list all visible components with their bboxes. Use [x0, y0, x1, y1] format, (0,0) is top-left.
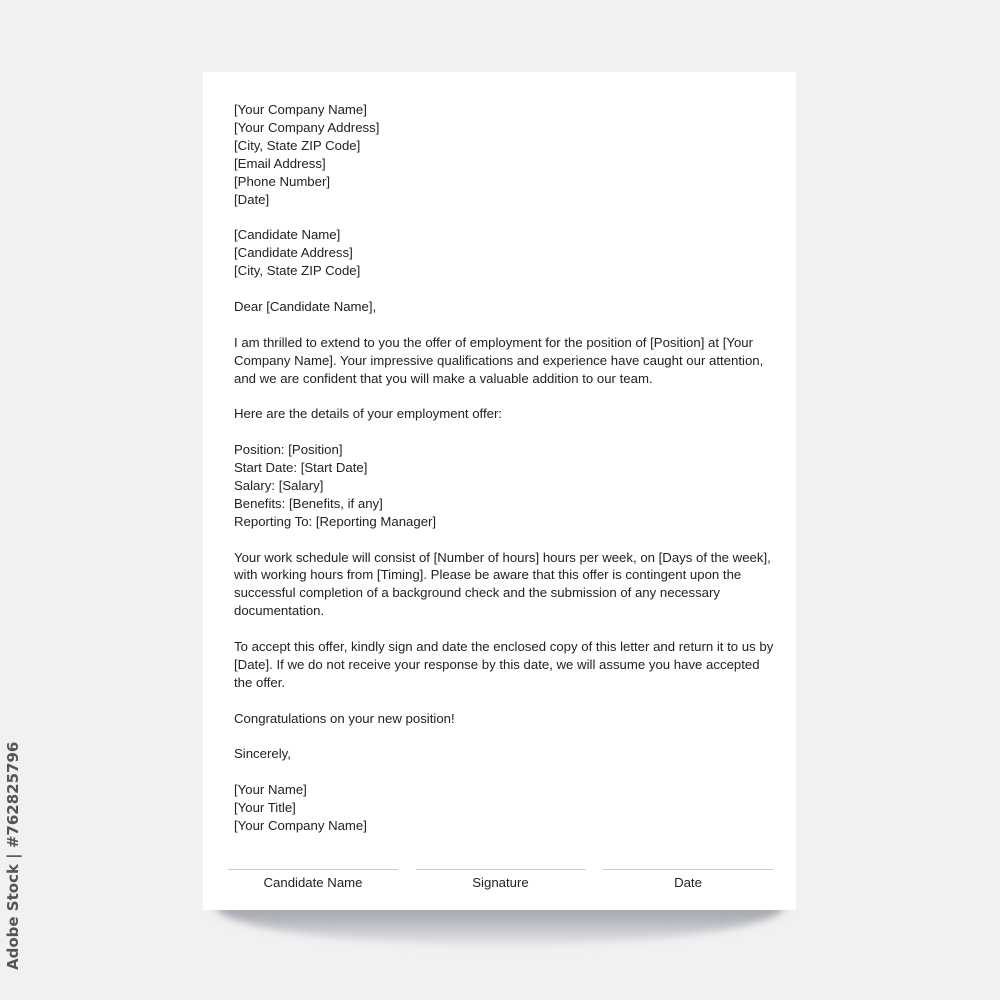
signoff-line: [Your Title]: [234, 800, 296, 816]
paper-shadow: [215, 905, 785, 945]
signoff-line: [Your Name]: [234, 782, 307, 798]
intro-paragraph: I am thrilled to extend to you the offer of employment for the position of [Position] at [Your Company Name]. Your impressive qualifications and experience have caught our attention, and we are confident that you will make a valuable addition to our team.: [234, 334, 764, 386]
recipient-line: [Candidate Name]: [234, 227, 341, 243]
sender-line: [Your Company Name]: [234, 102, 367, 117]
detail-item: Start Date: [Start Date]: [234, 460, 368, 476]
signature-fields: [228, 869, 773, 890]
sender-line: [Date]: [234, 191, 270, 207]
sender-line: [Phone Number]: [234, 173, 331, 189]
sender-block: [234, 101, 774, 208]
details-intro: Here are the details of your employment offer:: [234, 406, 503, 422]
closing: Sincerely,: [234, 746, 291, 762]
candidate-name-field: Candidate Name: [228, 869, 398, 890]
recipient-line: [Candidate Address]: [234, 245, 353, 261]
detail-item: Salary: [Salary]: [234, 477, 324, 493]
signoff-line: [Your Company Name]: [234, 818, 367, 834]
stock-id-label: Adobe Stock | #762825796: [4, 741, 22, 970]
recipient-block: [234, 226, 774, 280]
greeting: Dear [Candidate Name],: [234, 298, 377, 314]
signoff-block: [234, 781, 774, 835]
schedule-paragraph: Your work schedule will consist of [Number of hours] hours per week, on [Days of the week], with working hours from [Timing]. Please be aware that this offer is contingent upon the successful completion of a background check and the submission of any necessary documentation.: [234, 549, 771, 619]
congrats-line: Congratulations on your new position!: [234, 710, 455, 726]
sender-line: [Email Address]: [234, 155, 326, 171]
sender-line: [City, State ZIP Code]: [234, 137, 361, 153]
detail-item: Position: [Position]: [234, 442, 343, 458]
recipient-line: [City, State ZIP Code]: [234, 263, 361, 279]
offer-letter-page: [203, 72, 796, 910]
signature-field: Signature: [416, 869, 586, 890]
date-field: Date: [603, 869, 773, 890]
detail-item: Reporting To: [Reporting Manager]: [234, 513, 437, 529]
details-list: [234, 441, 774, 531]
sender-line: [Your Company Address]: [234, 119, 380, 135]
letter-body: [234, 101, 774, 853]
detail-item: Benefits: [Benefits, if any]: [234, 495, 383, 511]
accept-paragraph: To accept this offer, kindly sign and date the enclosed copy of this letter and return it to us by [Date]. If we do not receive your response by this date, we will assume you have accepted the offer.: [234, 639, 774, 690]
